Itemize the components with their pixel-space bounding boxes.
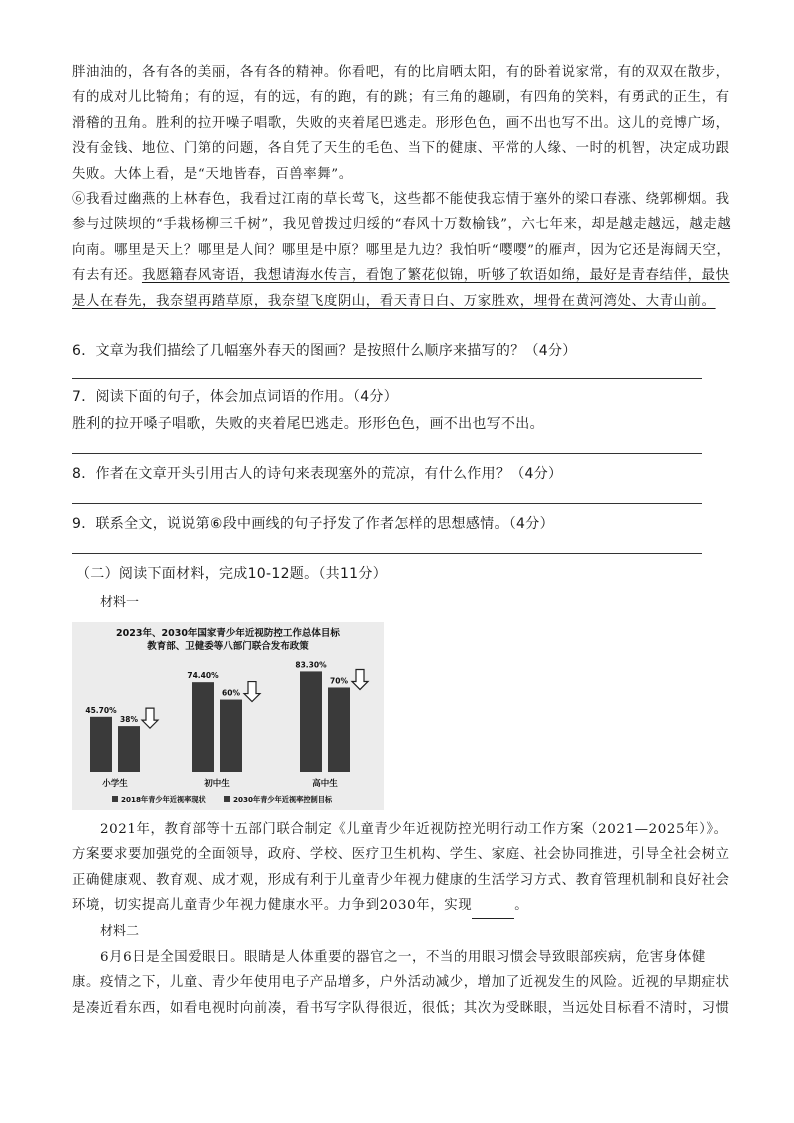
legend-label: 2030年青少年近视率控制目标 [233, 795, 333, 804]
legend-swatch [112, 796, 118, 802]
bar-data-label: 60% [222, 688, 240, 698]
bar-target-3 [328, 687, 350, 772]
question-9: 9．联系全文，说说第⑥段中画线的句子抒发了作者怎样的思想感情。（4分） [72, 516, 554, 532]
legend-label: 2018年青少年近视率现状 [121, 795, 206, 804]
chart-subtitle: 教育部、卫健委等八部门联合发布政策 [147, 641, 309, 652]
chart-svg [72, 622, 384, 810]
bar-data-label: 45.70% [85, 705, 117, 715]
fill-blank[interactable] [472, 904, 514, 919]
passage-paragraph-6-text: ⑥我看过幽燕的上林春色，我看过江南的草长莺飞，这些都不能使我忘情于塞外的梁口春涨、绕郭柳烟。我参与过陕坝的“手栽杨柳三千树”，我见曾拨过归绥的“春风十万数榆钱”，六七年来，却是越走越远，越走越向南。哪里是天上？哪里是人间？哪里是中原？哪里是九边？我怕听“嘤嘤”的雁声，因为它还是海阔天空，有去有还。 [72, 192, 732, 284]
bar-target-1 [118, 726, 140, 772]
category-label: 初中生 [204, 779, 230, 789]
section-2-heading: （二）阅读下面材料，完成10-12题。（共11分） [76, 566, 387, 582]
answer-line-6[interactable] [72, 378, 702, 379]
bar-data-label: 70% [330, 676, 348, 686]
question-8: 8．作者在文章开头引用古人的诗句来表现塞外的荒凉，有什么作用？（4分） [72, 466, 563, 482]
material-2-paragraph [72, 945, 732, 1021]
chart-bars [85, 660, 368, 789]
material-2-label: 材料二 [100, 924, 140, 939]
question-7: 7．阅读下面的句子，体会加点词语的作用。（4分） [72, 389, 399, 405]
chart-legend [112, 795, 333, 804]
passage-paragraph-6 [72, 187, 732, 314]
bar-current-1 [90, 717, 112, 772]
down-arrow-icon [244, 682, 260, 702]
legend-swatch [224, 796, 230, 802]
bar-chart [72, 622, 384, 810]
bar-current-2 [192, 682, 214, 772]
bar-data-label: 74.40% [187, 671, 219, 681]
answer-line-8[interactable] [72, 503, 702, 504]
bar-target-2 [220, 700, 242, 772]
material-1-paragraph [72, 817, 732, 919]
bar-data-label: 83.30% [295, 660, 327, 670]
material-1-end: 。 [514, 898, 529, 914]
material-1-text: 2021年，教育部等十五部门联合制定《儿童青少年近视防控光明行动工作方案（2021—2025年）》。方案要求要加强党的全面领导，政府、学校、医疗卫生机构、学生、家庭、社会协同推进，引导全社会树立正确健康观、教育观、成才观，形成有利于儿童青少年视力健康的生活学习方式、教育管理机制和良好社会环境，切实提高儿童青少年视力健康水平。力争到2030年，实现 [72, 822, 730, 914]
category-label: 高中生 [312, 779, 338, 789]
underlined-sentence: 我愿籍春风寄语，我想请海水传言，看饱了繁花似锦，听够了软语如绵，最好是青春结伴，最快是人在春先，我奈望再踏草原，我奈望飞度阴山，看天青日白、万家胜欢，埋骨在黄河湾处、大青山前。 [72, 268, 730, 309]
bar-data-label: 38% [120, 715, 138, 725]
question-7-sentence: 胜利的拉开嗓子唱歌，失败的夹着尾巴逃走。形形色色，画不出也写不出。 [72, 416, 544, 432]
question-6: 6．文章为我们描绘了几幅塞外春天的图画？是按照什么顺序来描写的？（4分） [72, 343, 577, 359]
answer-line-7[interactable] [72, 453, 702, 454]
answer-line-9[interactable] [72, 553, 702, 554]
category-label: 小学生 [102, 779, 128, 789]
material-1-label: 材料一 [100, 595, 140, 610]
bar-current-3 [300, 671, 322, 772]
passage-paragraph-5: 胖油油的，各有各的美丽，各有各的精神。你看吧，有的比肩晒太阳，有的卧着说家常，有的双双在散步，有的成对儿比犄角；有的逗，有的远，有的跑，有的跳；有三角的趣刷，有四角的笑料，有勇武的正生，有滑稽的丑角。胜利的拉开噪子唱歌，失败的夹着尾巴逃走。形形色色，画不出也写不出。这儿的竞博广场，没有金钱、地位、门第的问题，各自凭了天生的毛色、当下的健康、平常的人缘、一时的机智，决定成功跟失败。大体上看，是“天地皆春，百兽率舞”。 [72, 65, 730, 182]
down-arrow-icon [352, 669, 368, 689]
chart-title: 2023年、2030年国家青少年近视防控工作总体目标 [116, 628, 340, 639]
down-arrow-icon [142, 708, 158, 728]
material-2-text: 6月6日是全国爱眼日。眼睛是人体重要的器官之一，不当的用眼习惯会导致眼部疾病，危害身体健康。疫情之下，儿童、青少年使用电子产品增多，户外活动减少，增加了近视发生的风险。近视的早期症状是凑近看东西，如看电视时向前凑，看书写字队得很近，很低；其次为受眯眼，当远处目标看不清时，习惯 [72, 950, 730, 1016]
